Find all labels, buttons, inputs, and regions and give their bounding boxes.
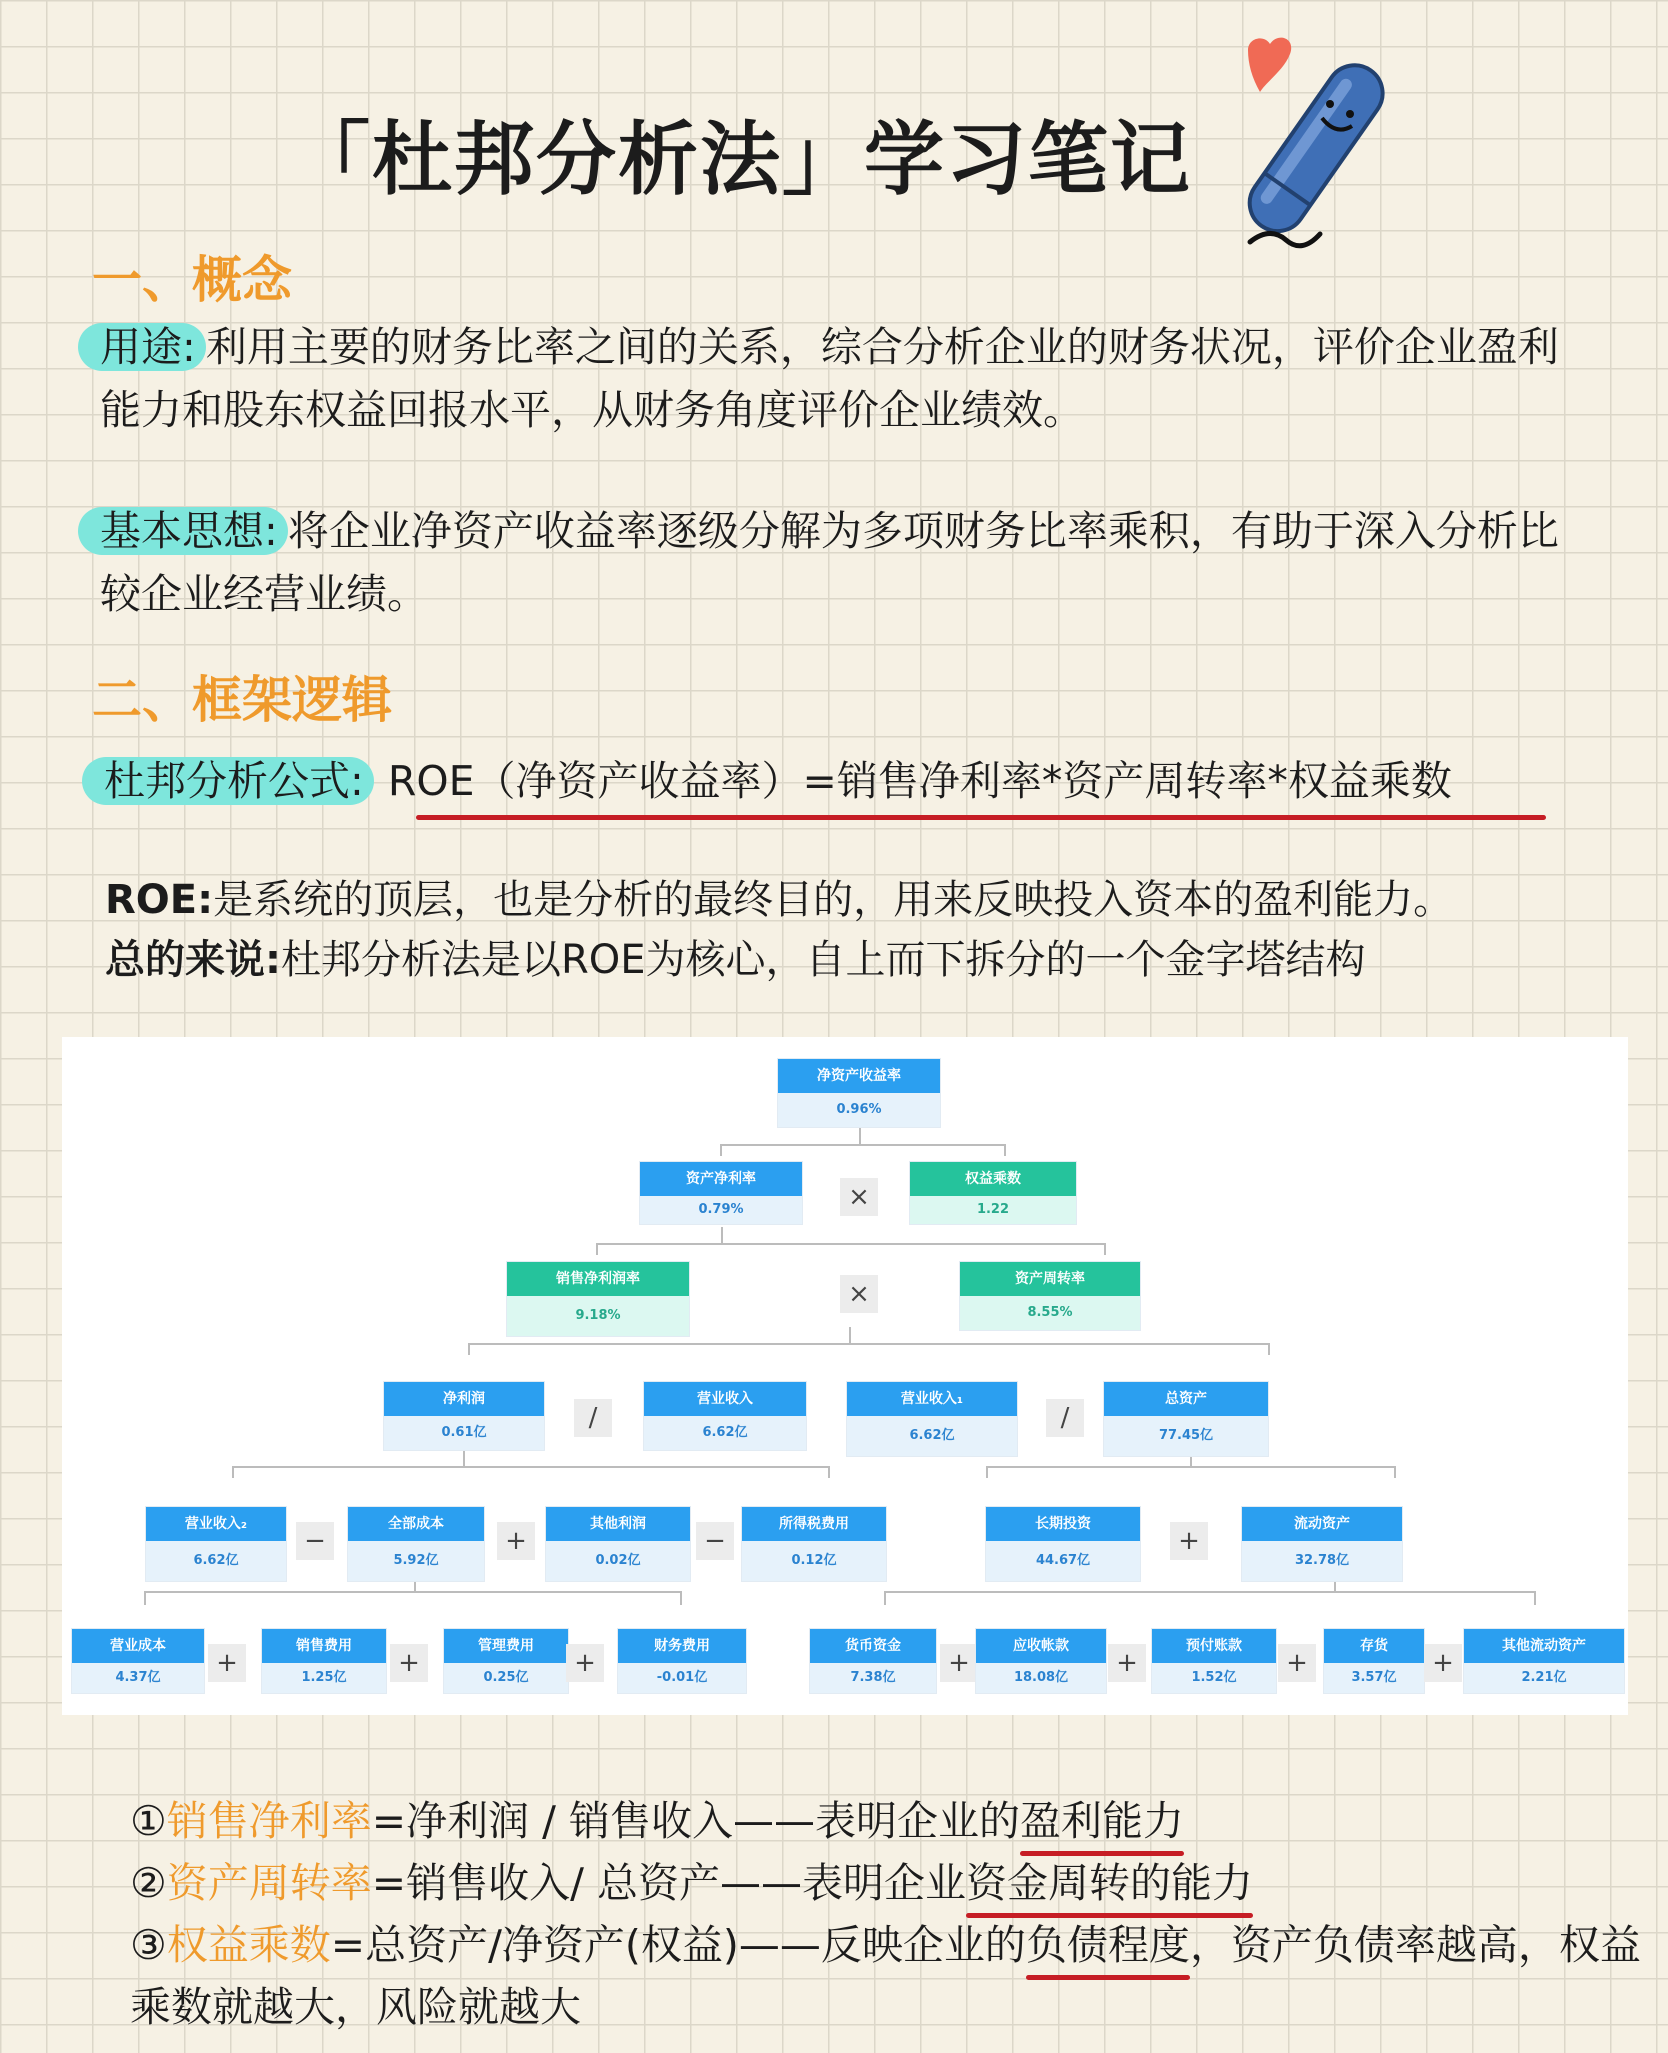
idea-paragraph [100,500,1580,626]
node-revenue: 营业收入 6.62亿 [644,1382,806,1450]
page-title: 「杜邦分析法」学习笔记 [290,113,1192,206]
connector [232,1466,830,1478]
node-accounts-receivable: 应收帐款 18.08亿 [976,1629,1106,1693]
connector [468,1343,1270,1355]
minus-operator: − [696,1522,734,1560]
formula-line [82,748,1452,807]
formula-label: 杜邦分析公式: [82,757,374,805]
node-revenue-1: 营业收入₁ 6.62亿 [847,1382,1017,1456]
node-income-tax: 所得税费用 0.12亿 [742,1507,886,1581]
roe-label: ROE: [105,877,214,923]
node-selling-expense: 销售费用 1.25亿 [262,1629,386,1693]
connector [720,1144,1006,1156]
idea-label: 基本思想: [78,507,288,555]
connector [859,1126,861,1144]
node-total-cost: 全部成本 5.92亿 [348,1507,484,1581]
connector [463,1450,465,1466]
node-other-profit: 其他利润 0.02亿 [546,1507,690,1581]
section-heading-concept: 一、概念 [92,251,292,309]
node-total-assets: 总资产 77.45亿 [1104,1382,1268,1456]
node-long-term-investment: 长期投资 44.67亿 [986,1507,1140,1581]
dupont-tree-diagram [62,1037,1628,1715]
summary-label: 总的来说: [105,937,281,983]
node-finance-expense: 财务费用 -0.01亿 [618,1629,746,1693]
node-current-assets: 流动资产 32.78亿 [1242,1507,1402,1581]
plus-operator: + [497,1522,535,1560]
node-inventory: 存货 3.57亿 [1324,1629,1424,1693]
divide-operator: / [1046,1399,1084,1437]
node-cash: 货币资金 7.38亿 [810,1629,936,1693]
usage-paragraph [100,316,1580,442]
node-other-current-assets: 其他流动资产 2.21亿 [1464,1629,1624,1693]
connector [144,1591,682,1605]
formula-text: ROE（净资产收益率）=销售净利率*资产周转率*权益乘数 [387,757,1452,805]
node-prepayments: 预付账款 1.52亿 [1152,1629,1276,1693]
plus-operator: + [1108,1644,1146,1682]
plus-operator: + [1278,1644,1316,1682]
plus-operator: + [566,1644,604,1682]
connector [849,1327,851,1343]
explanation-line-2: ②资产周转率=销售收入/ 总资产——表明企业资金周转的能力 [130,1852,1650,1914]
ratio-explanations [130,1790,1650,2038]
minus-operator: − [296,1522,334,1560]
plus-operator: + [208,1644,246,1682]
connector [721,1227,723,1243]
node-roe: 净资产收益率 0.96% [778,1059,940,1127]
node-net-profit-margin: 销售净利润率 9.18% [507,1262,689,1336]
explanation-line-1: ①销售净利率=净利润 / 销售收入——表明企业的盈利能力 [130,1790,1650,1852]
usage-label: 用途: [78,323,206,371]
node-equity-multiplier: 权益乘数 1.22 [910,1162,1076,1224]
multiply-operator: × [840,1275,878,1313]
node-roa: 资产净利率 0.79% [640,1162,802,1224]
node-cost-of-sales: 营业成本 4.37亿 [72,1629,204,1693]
node-revenue-2: 营业收入₂ 6.62亿 [146,1507,286,1581]
formula-underline [416,815,1546,820]
divide-operator: / [574,1399,612,1437]
plus-operator: + [390,1644,428,1682]
section-heading-framework: 二、框架逻辑 [92,671,392,729]
connector [986,1466,1396,1478]
plus-operator: + [1424,1644,1462,1682]
node-admin-expense: 管理费用 0.25亿 [444,1629,568,1693]
explanation-line-3: ③权益乘数=总资产/净资产(权益)——反映企业的负债程度，资产负债率越高，权益乘数就越大，风险就越大 [130,1914,1650,2038]
plus-operator: + [940,1644,978,1682]
plus-operator: + [1170,1522,1208,1560]
multiply-operator: × [840,1178,878,1216]
roe-text: 是系统的顶层，也是分析的最终目的，用来反映投入资本的盈利能力。 [213,877,1454,923]
usage-text: 利用主要的财务比率之间的关系，综合分析企业的财务状况，评价企业盈利能力和股东权益回报水平，从财务角度评价企业绩效。 [100,323,1559,434]
roe-description [105,870,1625,990]
connector [884,1591,1536,1605]
node-net-profit: 净利润 0.61亿 [384,1382,544,1450]
node-asset-turnover: 资产周转率 8.55% [960,1262,1140,1330]
idea-text: 将企业净资产收益率逐级分解为多项财务比率乘积，有助于深入分析比较企业经营业绩。 [100,507,1559,618]
pen-doodle-icon [1190,20,1390,260]
summary-text: 杜邦分析法是以ROE为核心，自上而下拆分的一个金字塔结构 [281,937,1366,983]
connector [596,1243,1106,1255]
